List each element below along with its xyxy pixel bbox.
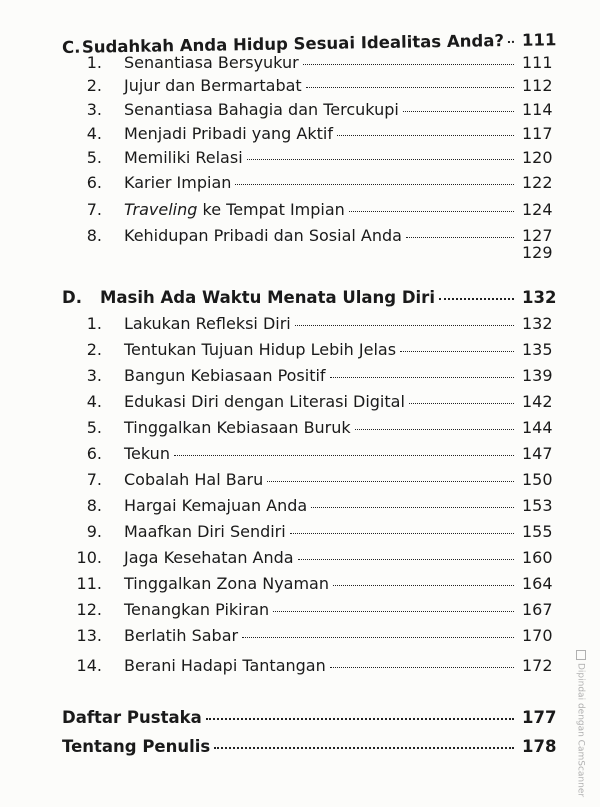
item-number: 5. — [86, 148, 102, 167]
dot-leader — [174, 455, 514, 456]
toc-item — [74, 496, 552, 515]
section-page: 132 — [522, 288, 557, 307]
item-title: Berani Hadapi Tantangan — [124, 656, 326, 675]
toc-item — [74, 366, 552, 385]
toc-backmatter-item — [62, 737, 557, 756]
dot-leader — [306, 87, 514, 88]
item-title — [124, 200, 345, 219]
item-title: Jujur dan Bermartabat — [124, 76, 302, 95]
item-page: 155 — [522, 522, 553, 541]
item-number: 7. — [86, 470, 102, 489]
item-number: 2. — [86, 340, 102, 359]
item-page: 170 — [522, 626, 553, 645]
item-page: 129 — [522, 243, 553, 262]
item-page: 150 — [522, 470, 553, 489]
item-page: 124 — [522, 200, 553, 219]
toc-item-extra-page — [74, 243, 552, 262]
item-title: Senantiasa Bahagia dan Tercukupi — [124, 100, 399, 119]
item-page: 147 — [522, 444, 553, 463]
toc-backmatter-item — [62, 708, 557, 727]
toc-item — [74, 124, 552, 143]
item-title: Kehidupan Pribadi dan Sosial Anda — [124, 226, 402, 245]
dot-leader — [247, 159, 514, 160]
dot-leader — [235, 184, 514, 185]
item-page: 135 — [522, 340, 553, 359]
item-page: 114 — [522, 100, 553, 119]
item-page: 111 — [522, 53, 553, 72]
toc-item — [74, 656, 552, 675]
dot-leader — [311, 507, 514, 508]
item-number: 11. — [76, 574, 102, 593]
dot-leader — [330, 667, 514, 668]
item-page: 142 — [522, 392, 553, 411]
item-page: 153 — [522, 496, 553, 515]
dot-leader — [406, 237, 514, 238]
dot-leader — [403, 111, 514, 112]
backmatter-title: Daftar Pustaka — [62, 708, 202, 727]
toc-item — [74, 314, 552, 333]
item-title: Cobalah Hal Baru — [124, 470, 264, 489]
item-title: Senantiasa Bersyukur — [124, 53, 299, 72]
item-number: 8. — [86, 496, 102, 515]
item-title: Bangun Kebiasaan Positif — [124, 366, 326, 385]
toc-item — [74, 548, 552, 567]
dot-leader — [290, 533, 514, 534]
dot-leader — [333, 585, 514, 586]
toc-item — [74, 173, 552, 192]
toc-item — [74, 444, 552, 463]
toc-item — [74, 148, 552, 167]
dot-leader — [508, 41, 514, 43]
item-number: 1. — [86, 314, 102, 333]
item-title: Tekun — [124, 444, 170, 463]
item-number: 3. — [86, 366, 102, 385]
item-title: Menjadi Pribadi yang Aktif — [124, 124, 333, 143]
toc-item — [74, 100, 552, 119]
toc-item — [74, 470, 552, 489]
item-number: 3. — [86, 100, 102, 119]
item-title: Tinggalkan Zona Nyaman — [124, 574, 329, 593]
dot-leader — [409, 403, 514, 404]
item-title: Berlatih Sabar — [124, 626, 239, 645]
item-number: 9. — [86, 522, 102, 541]
dot-leader — [298, 559, 514, 560]
item-number: 7. — [86, 200, 102, 219]
item-page: 112 — [522, 76, 553, 95]
item-page: 122 — [522, 173, 553, 192]
scanner-watermark — [576, 650, 587, 797]
item-page: 144 — [522, 418, 553, 437]
item-title-rest: ke Tempat Impian — [197, 200, 345, 219]
dot-leader — [349, 211, 514, 212]
item-number: 10. — [76, 548, 102, 567]
item-title: Karier Impian — [124, 173, 232, 192]
item-number: 4. — [86, 392, 102, 411]
item-title: Maafkan Diri Sendiri — [124, 522, 286, 541]
toc-item — [74, 574, 552, 593]
backmatter-page: 177 — [522, 708, 557, 727]
toc-item — [74, 522, 552, 541]
watermark-text: Dipindai dengan CamScanner — [575, 663, 586, 798]
item-page: 127 — [522, 226, 553, 245]
dot-leader — [267, 481, 514, 482]
dot-leader — [400, 351, 514, 352]
item-page: 120 — [522, 148, 553, 167]
toc-item — [74, 200, 552, 219]
item-number: 13. — [76, 626, 102, 645]
toc-item — [74, 340, 552, 359]
dot-leader — [337, 135, 514, 136]
dot-leader — [214, 747, 514, 749]
item-number: 4. — [86, 124, 102, 143]
item-number: 6. — [86, 444, 102, 463]
section-letter: C. — [61, 37, 81, 57]
dot-leader — [206, 718, 514, 720]
item-page: 164 — [522, 574, 553, 593]
item-title: Memiliki Relasi — [124, 148, 243, 167]
item-title: Hargai Kemajuan Anda — [124, 496, 308, 515]
section-title: Masih Ada Waktu Menata Ulang Diri — [100, 288, 435, 307]
dot-leader — [355, 429, 514, 430]
toc-item — [74, 626, 552, 645]
item-title: Tenangkan Pikiran — [124, 600, 270, 619]
item-page: 117 — [522, 124, 553, 143]
toc-item — [74, 53, 552, 72]
item-number: 6. — [86, 173, 102, 192]
item-number: 12. — [76, 600, 102, 619]
backmatter-page: 178 — [522, 737, 557, 756]
backmatter-title: Tentang Penulis — [62, 737, 211, 756]
dot-leader — [242, 637, 514, 638]
toc-section-d — [62, 288, 557, 307]
toc-item — [74, 392, 552, 411]
toc-item — [74, 600, 552, 619]
section-letter: D. — [62, 288, 82, 307]
dot-leader — [439, 298, 514, 300]
camscanner-logo-icon — [576, 650, 586, 660]
item-title: Edukasi Diri dengan Literasi Digital — [124, 392, 405, 411]
dot-leader — [330, 377, 514, 378]
section-title: Sudahkah Anda Hidup Sesuai Idealitas Anda? — [81, 31, 505, 57]
toc-item — [74, 418, 552, 437]
item-title: Tinggalkan Kebiasaan Buruk — [124, 418, 351, 437]
item-title: Jaga Kesehatan Anda — [124, 548, 294, 567]
dot-leader — [303, 64, 514, 65]
item-page: 139 — [522, 366, 553, 385]
dot-leader — [295, 325, 514, 326]
item-title: Lakukan Refleksi Diri — [124, 314, 291, 333]
item-number: 8. — [86, 226, 102, 245]
toc-item — [74, 76, 552, 95]
item-number: 5. — [86, 418, 102, 437]
item-page: 132 — [522, 314, 553, 333]
item-page: 167 — [522, 600, 553, 619]
section-page: 111 — [521, 30, 557, 50]
dot-leader — [273, 611, 514, 612]
item-page: 172 — [522, 656, 553, 675]
item-page: 160 — [522, 548, 553, 567]
item-number: 14. — [76, 656, 102, 675]
item-number: 2. — [86, 76, 102, 95]
item-title: Tentukan Tujuan Hidup Lebih Jelas — [124, 340, 397, 359]
item-title-italic: Traveling — [124, 200, 198, 219]
item-number: 1. — [86, 53, 102, 72]
